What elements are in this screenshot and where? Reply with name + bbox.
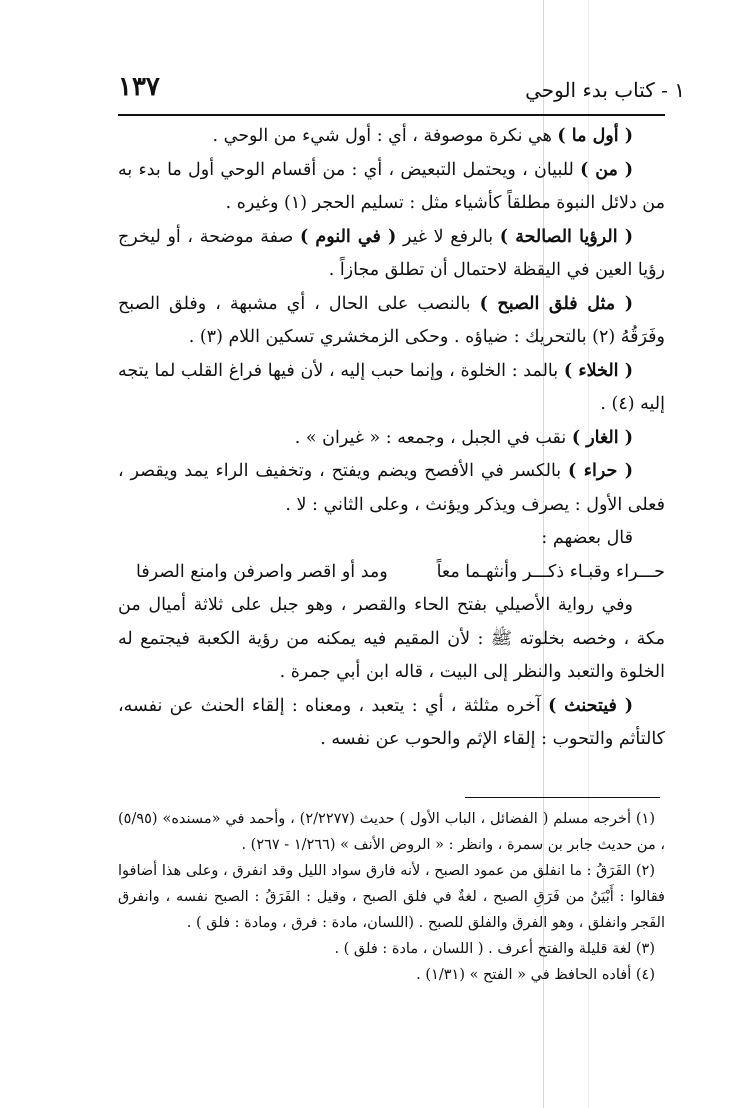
- main-text: [118, 120, 665, 757]
- poetry-verse: [118, 556, 665, 590]
- paragraph-text: صفة موضحة ، أو ليخرج رؤيا العين في اليقظة لاحتمال أن تطلق مجازاً .: [118, 226, 665, 280]
- page-number: ١٣٧: [118, 72, 160, 102]
- term: ( الرؤيا الصالحة ): [499, 226, 634, 247]
- term: ( حراء ): [568, 461, 634, 481]
- paragraph-text: بالمد : الخلوة ، وإنما حبب إليه ، لأن فيها فراغ القلب لما يتجه إليه (٤) .: [118, 360, 665, 414]
- chapter-title: ١ - كتاب بدء الوحي: [525, 78, 685, 102]
- running-head: [118, 70, 685, 112]
- term: ( فيتحنث ): [548, 695, 633, 716]
- paragraph: قال بعضهم :: [541, 528, 633, 548]
- verse-first-hemistich: حـــراء وقبـاء ذكـــر وأنثهـما معاً: [436, 561, 665, 582]
- paragraph-text: بالرفع لا غير: [396, 226, 500, 247]
- paragraph: [118, 690, 665, 757]
- term: ( الغار ): [571, 427, 633, 448]
- footnote-rule: [465, 797, 660, 798]
- paragraph-text: للبيان ، ويحتمل التبعيض ، أي : من أقسام الوحي أول ما بدء به من دلائل النبوة مطلقاً كأشياء مثل : تسليم الحجر (١) وغيره .: [118, 159, 665, 213]
- paragraph: [118, 154, 665, 221]
- paragraph: [118, 455, 665, 522]
- term: ( من ): [580, 159, 633, 180]
- footnote: (٢) الفَرَقُ : ما انفلق من عمود الصبح ، لأنه فارق سواد الليل وقد انفرق ، وعلى هذا أضافوا فقالوا : أَبْيَنُ من فَرَقِ الصبح ، لغةٌ في فلق الصبح ، وقيل : الفَرَقُ : الصبح نفسه ، وانفرق الفَجر وانفلق ، وهو الفرق والفلق للصبح . (اللسان، مادة : فرق ، ومادة : فلق ) .: [118, 863, 665, 931]
- paragraph: [118, 355, 665, 422]
- term: ( في النوم ): [300, 226, 397, 247]
- term: ( الخلاء ): [563, 360, 634, 381]
- paragraph: وفي رواية الأصيلي بفتح الحاء والقصر ، وهو جبل على ثلاثة أميال من مكة ، وخصه بخلوته ﷺ : لأن المقيم فيه يمكنه من رؤية الكعبة فيجتمع له الخلوة والتعبد والنظر إلى البيت ، قاله ابن أبي جمرة .: [118, 595, 665, 682]
- term: ( أول ما ): [557, 126, 633, 146]
- paragraph-text: نقب في الجبل ، وجمعه : « غيران » .: [294, 427, 572, 448]
- paragraph: [118, 221, 665, 288]
- footnotes: [118, 806, 665, 988]
- footnote: (٣) لغة قليلة والفتح أعرف . ( اللسان ، مادة : فلق ) .: [334, 941, 655, 957]
- paragraph-text: آخره مثلثة ، أي : يتعبد ، ومعناه : إلقاء الحنث عن نفسه، كالتأثم والتحوب : إلقاء الإثم والحوب عن نفسه .: [118, 695, 665, 749]
- verse-second-hemistich: ومد أو اقصر واصرفن وامنع الصرفا: [136, 561, 388, 582]
- paragraph-text: بالكسر في الأفصح ويضم ويفتح ، وتخفيف الراء يمد ويقصر ، فعلى الأول : يصرف ويذكر ويؤنث ، وعلى الثاني : لا .: [118, 461, 665, 515]
- header-rule: [118, 114, 665, 116]
- footnote: (١) أخرجه مسلم ( الفضائل ، الباب الأول ) حديث (٢/٢٢٧٧) ، وأحمد في «مسنده» (٥/٩٥) ، من حديث جابر بن سمرة ، وانظر : « الروض الأنف » (١/٢٦٦ - ٢٦٧) .: [118, 811, 665, 853]
- term: ( مثل فلق الصبح ): [479, 293, 633, 314]
- paragraph: [118, 288, 665, 355]
- paragraph: [118, 120, 665, 154]
- footnote: (٤) أفاده الحافظ في « الفتح » (١/٣١) .: [416, 967, 655, 983]
- paragraph-text: بالنصب على الحال ، أي مشبهة ، وفلق الصبح وفَرَقُهُ (٢) بالتحريك : ضياؤه . وحكى الزمخشري تسكين اللام (٣) .: [118, 293, 665, 347]
- paragraph: [118, 422, 665, 456]
- paragraph-text: هي نكرة موصوفة ، أي : أول شيء من الوحي .: [212, 126, 558, 146]
